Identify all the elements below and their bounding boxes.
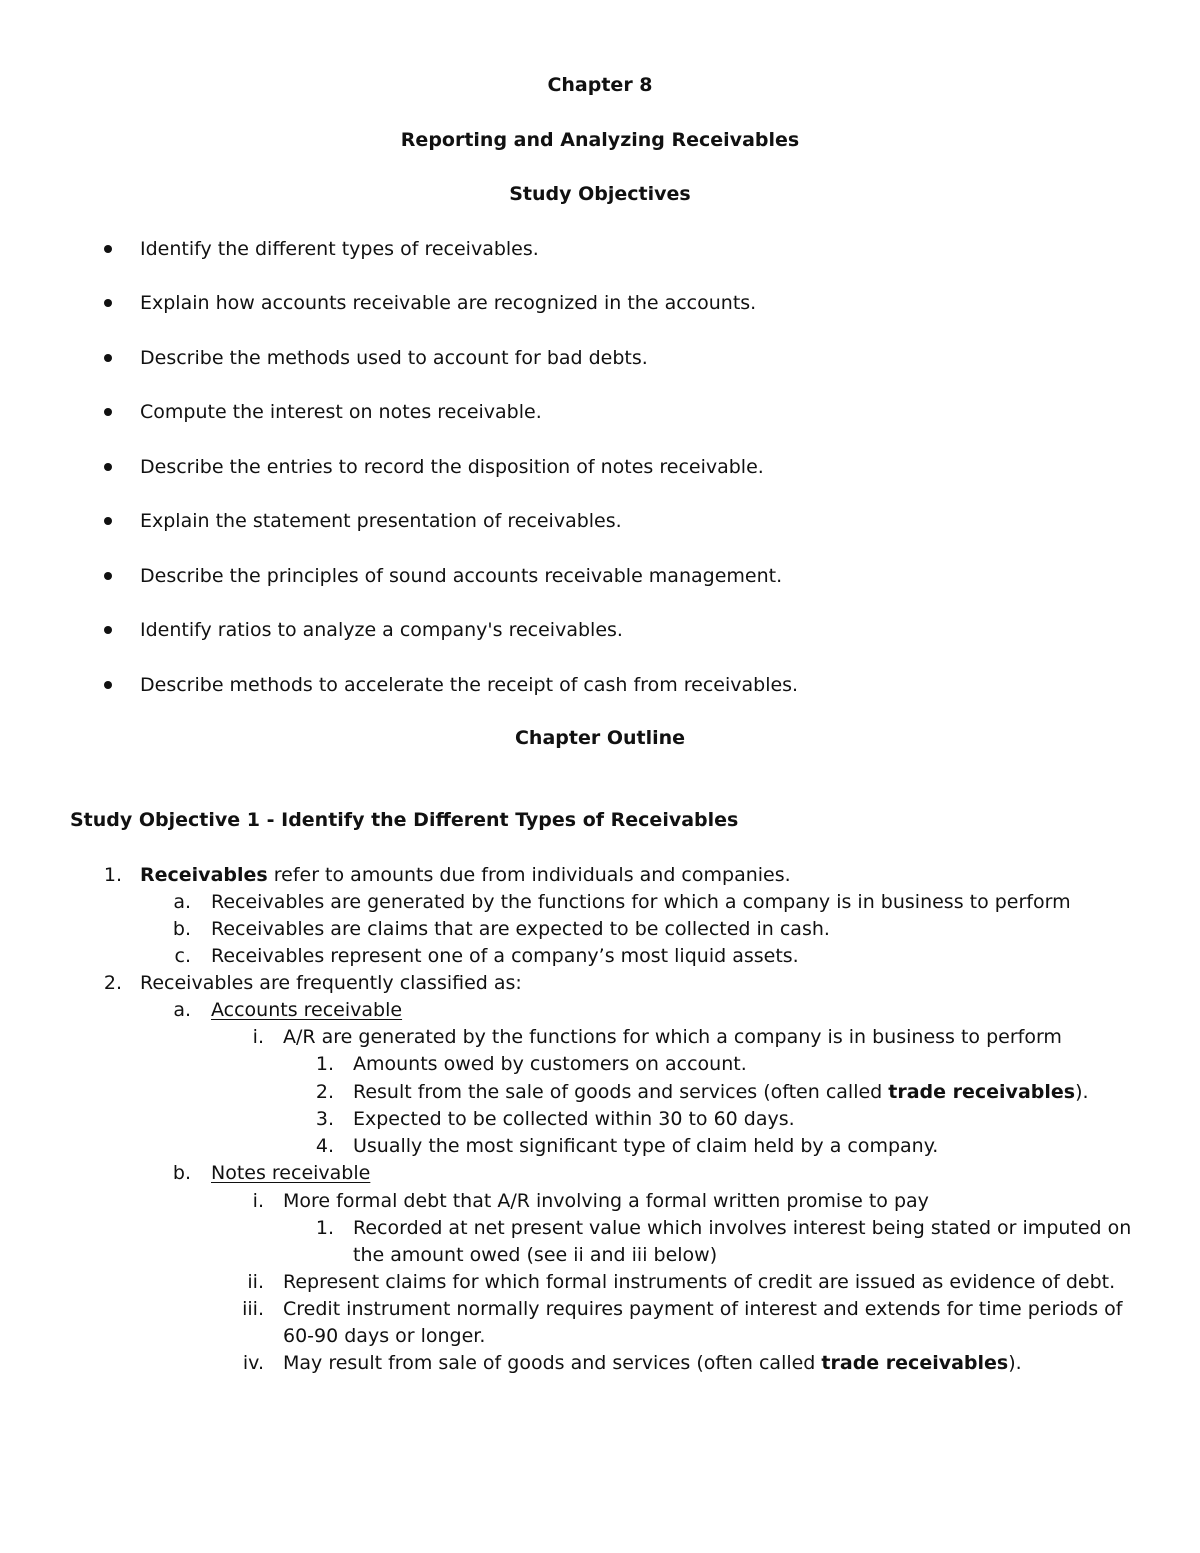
item-text: ). <box>1008 1352 1022 1374</box>
bullet-icon <box>104 626 112 634</box>
chapter-title: Reporting and Analyzing Receivables <box>400 129 800 151</box>
subheading-notes-receivable: Notes receivable <box>211 1162 371 1184</box>
list-marker: 3. <box>315 1108 334 1130</box>
bullet-icon <box>104 245 112 253</box>
list-marker: c. <box>174 945 191 967</box>
objective-item: Explain how accounts receivable are recognized in the accounts. <box>140 292 757 314</box>
bullet-icon <box>104 354 112 362</box>
objective-item: Identify ratios to analyze a company's receivables. <box>140 619 623 641</box>
objective-item: Describe the entries to record the disposition of notes receivable. <box>140 456 764 478</box>
list-item: Represent claims for which formal instruments of credit are issued as evidence of debt. <box>283 1271 1116 1293</box>
item-text: May result from sale of goods and services (often called <box>283 1352 822 1374</box>
list-marker: i. <box>252 1026 264 1048</box>
item-text: Result from the sale of goods and services (often called <box>353 1081 889 1103</box>
list-item: Amounts owed by customers on account. <box>353 1053 747 1075</box>
list-marker: iv. <box>242 1352 264 1374</box>
bullet-icon <box>104 463 112 471</box>
list-marker: b. <box>172 918 191 940</box>
list-marker: a. <box>173 891 191 913</box>
list-item: Receivables are claims that are expected to be collected in cash. <box>211 918 830 940</box>
list-marker: a. <box>173 999 191 1021</box>
list-item <box>140 863 791 887</box>
list-marker: 4. <box>315 1135 334 1157</box>
objective-item: Compute the interest on notes receivable. <box>140 401 542 423</box>
list-marker: ii. <box>247 1271 264 1293</box>
list-item: A/R are generated by the functions for which a company is in business to perform <box>283 1026 1062 1048</box>
bullet-icon <box>104 572 112 580</box>
list-marker: b. <box>172 1162 191 1184</box>
list-marker: 1. <box>315 1217 334 1239</box>
objective-item: Describe the methods used to account for bad debts. <box>140 347 648 369</box>
list-item <box>283 1351 1022 1375</box>
term-bold: trade receivables <box>821 1352 1009 1374</box>
item-text: ). <box>1075 1081 1089 1103</box>
objective-item: Identify the different types of receivables. <box>140 238 539 260</box>
objective-item: Describe methods to accelerate the receipt of cash from receivables. <box>140 674 799 696</box>
section-heading: Study Objective 1 - Identify the Different Types of Receivables <box>70 809 739 831</box>
objectives-heading: Study Objectives <box>509 183 691 205</box>
list-marker: i. <box>252 1190 264 1212</box>
bullet-icon <box>104 408 112 416</box>
bullet-icon <box>104 299 112 307</box>
subheading-accounts-receivable: Accounts receivable <box>211 999 403 1021</box>
term-bold: Receivables <box>140 864 268 886</box>
objective-item: Explain the statement presentation of receivables. <box>140 510 622 532</box>
list-item <box>353 1080 1089 1104</box>
list-marker: 1. <box>315 1053 334 1075</box>
list-item: Receivables are generated by the functions for which a company is in business to perform <box>211 891 1071 913</box>
list-marker: 2. <box>315 1081 334 1103</box>
list-item: Expected to be collected within 30 to 60 days. <box>353 1108 795 1130</box>
list-item: Receivables are frequently classified as: <box>140 972 522 994</box>
list-item: Usually the most significant type of claim held by a company. <box>353 1135 939 1157</box>
objective-item: Describe the principles of sound accounts receivable management. <box>140 565 783 587</box>
bullet-icon <box>104 681 112 689</box>
chapter-number: Chapter 8 <box>547 74 653 96</box>
term-bold: trade receivables <box>888 1081 1076 1103</box>
list-item: More formal debt that A/R involving a formal written promise to pay <box>283 1190 929 1212</box>
list-item: Credit instrument normally requires payment of interest and extends for time periods of <box>283 1298 1123 1320</box>
list-item: Recorded at net present value which involves interest being stated or imputed on <box>353 1217 1132 1239</box>
list-marker: 2. <box>103 972 122 994</box>
list-item: Receivables represent one of a company’s most liquid assets. <box>211 945 799 967</box>
item-text: refer to amounts due from individuals and companies. <box>267 864 791 886</box>
outline-heading: Chapter Outline <box>514 727 686 749</box>
list-item-continued: the amount owed (see ii and iii below) <box>353 1244 718 1266</box>
list-marker: iii. <box>242 1298 264 1320</box>
list-item-continued: 60-90 days or longer. <box>283 1325 486 1347</box>
list-marker: 1. <box>103 864 122 886</box>
bullet-icon <box>104 517 112 525</box>
